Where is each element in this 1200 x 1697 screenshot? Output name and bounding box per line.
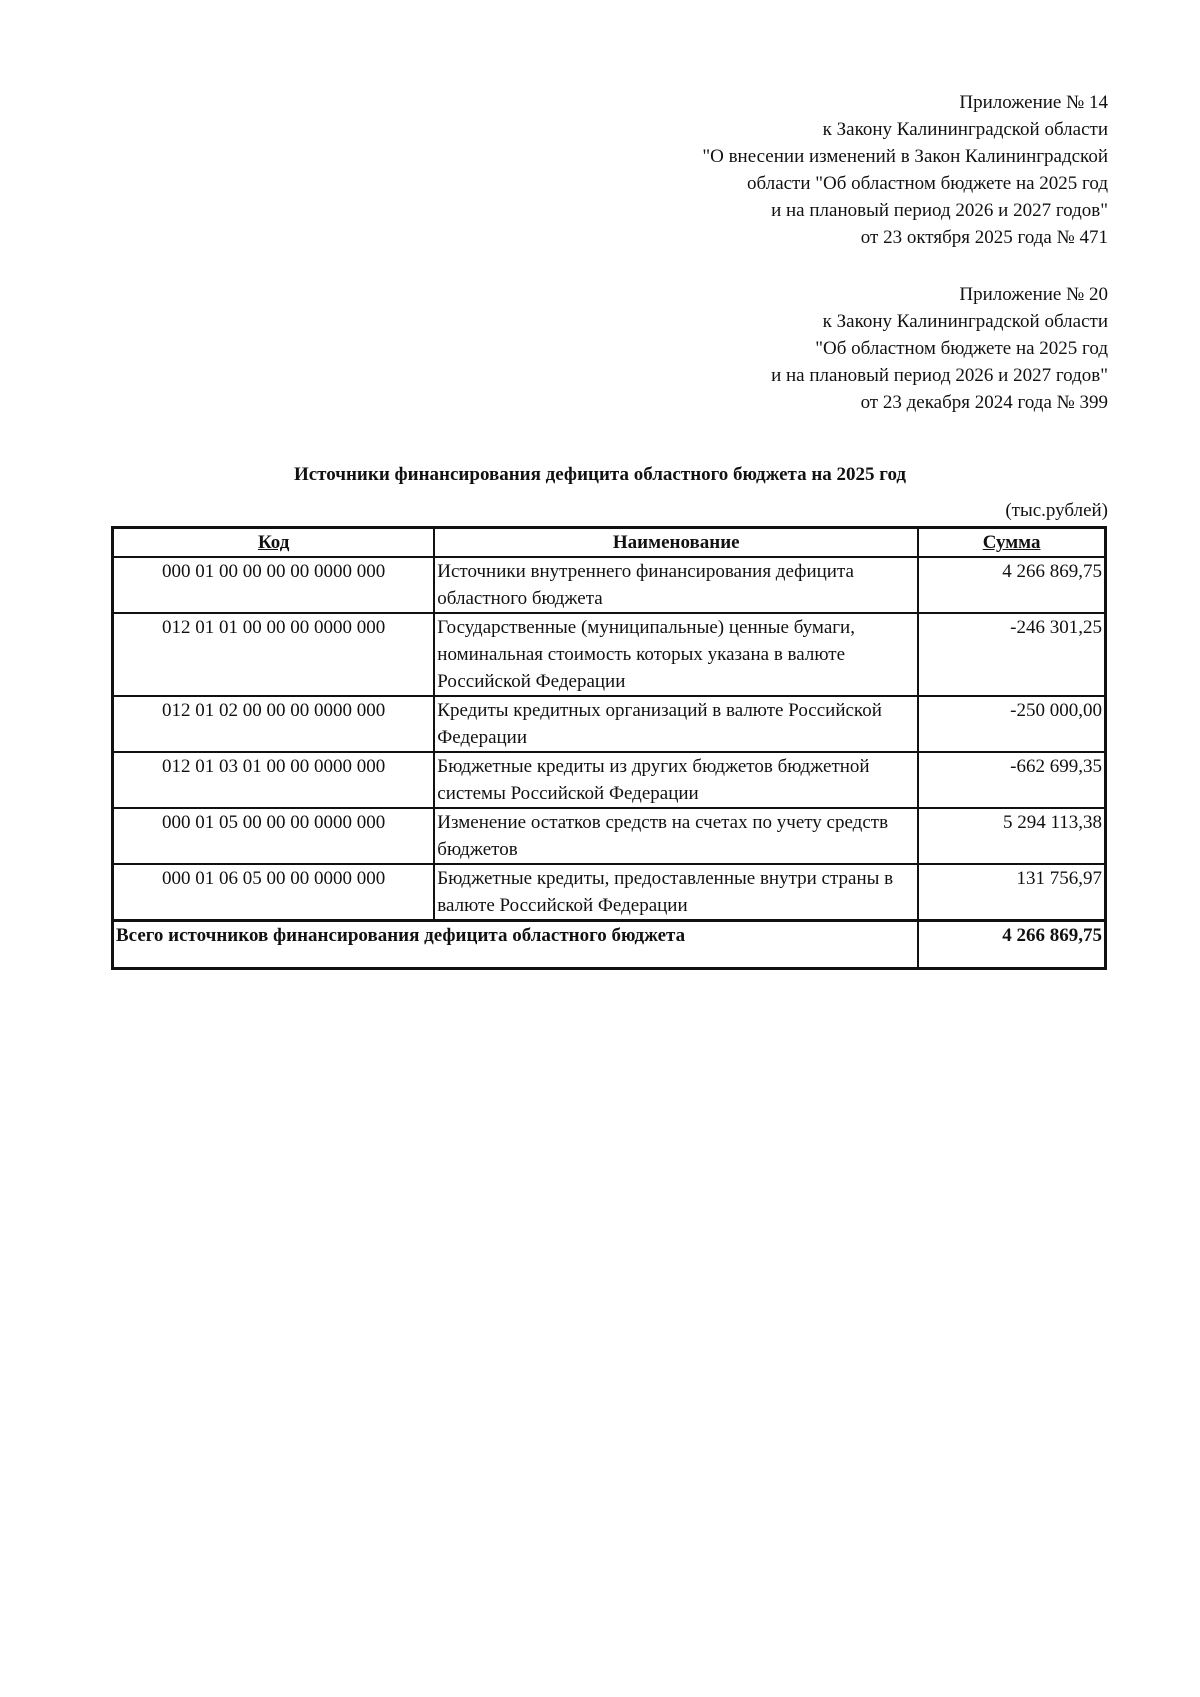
row-code: 012 01 03 01 00 00 0000 000 [113,752,435,808]
row-sum: 4 266 869,75 [918,557,1105,613]
row-sum: -246 301,25 [918,613,1105,696]
appendix-line: от 23 октября 2025 года № 471 [860,227,1108,248]
units-label: (тыс.рублей) [1005,500,1108,521]
header-code: Код [113,528,435,558]
appendix-line: Приложение № 14 [959,92,1108,113]
table-row [113,613,1106,696]
row-code: 000 01 06 05 00 00 0000 000 [113,864,435,921]
table-header-row [113,528,1106,558]
table-row [113,864,1106,921]
appendix-line: области "Об областном бюджете на 2025 год [747,173,1108,194]
table-row [113,752,1106,808]
appendix-line: и на плановый период 2026 и 2027 годов" [771,200,1108,221]
appendix-line: "О внесении изменений в Закон Калининградской [702,146,1108,167]
appendix-line: и на плановый период 2026 и 2027 годов" [771,365,1108,386]
row-name: Источники внутреннего финансирования дефицита областного бюджета [434,557,918,613]
appendix-line: к Закону Калининградской области [822,311,1108,332]
row-code: 012 01 02 00 00 00 0000 000 [113,696,435,752]
table-row [113,557,1106,613]
header-sum: Сумма [918,528,1105,558]
row-name: Изменение остатков средств на счетах по учету средств бюджетов [434,808,918,864]
appendix-line: Приложение № 20 [959,284,1108,305]
appendix-20-header [771,281,1108,416]
row-sum: 5 294 113,38 [918,808,1105,864]
row-code: 012 01 01 00 00 00 0000 000 [113,613,435,696]
table-row [113,808,1106,864]
row-sum: -250 000,00 [918,696,1105,752]
row-sum: -662 699,35 [918,752,1105,808]
total-row [113,921,1106,969]
total-label: Всего источников финансирования дефицита областного бюджета [113,921,919,969]
row-code: 000 01 05 00 00 00 0000 000 [113,808,435,864]
document-title: Источники финансирования дефицита областного бюджета на 2025 год [293,464,907,485]
appendix-line: к Закону Калининградской области [822,119,1108,140]
row-name: Бюджетные кредиты из других бюджетов бюджетной системы Российской Федерации [434,752,918,808]
appendix-14-header [702,89,1108,251]
row-name: Государственные (муниципальные) ценные бумаги, номинальная стоимость которых указана в валюте Российской Федерации [434,613,918,696]
row-sum: 131 756,97 [918,864,1105,921]
appendix-line: от 23 декабря 2024 года № 399 [860,392,1108,413]
header-name: Наименование [434,528,918,558]
appendix-line: "Об областном бюджете на 2025 год [815,338,1108,359]
table-row [113,696,1106,752]
row-name: Бюджетные кредиты, предоставленные внутри страны в валюте Российской Федерации [434,864,918,921]
row-code: 000 01 00 00 00 00 0000 000 [113,557,435,613]
total-sum: 4 266 869,75 [918,921,1105,969]
financing-sources-table [111,526,1107,970]
row-name: Кредиты кредитных организаций в валюте Российской Федерации [434,696,918,752]
